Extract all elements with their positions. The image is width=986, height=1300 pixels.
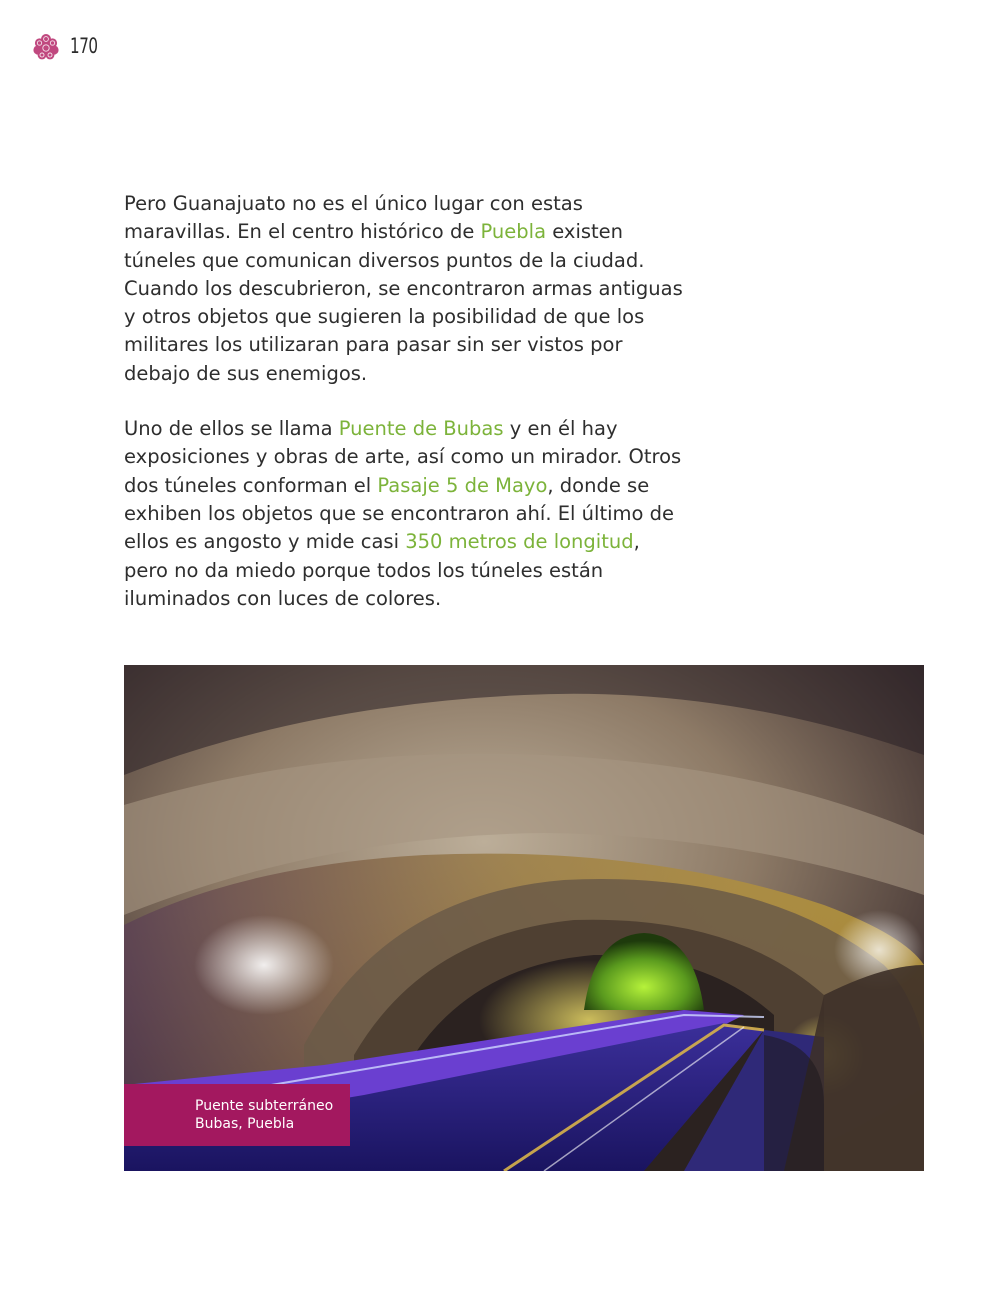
highlight-pasaje-5-de-mayo: Pasaje 5 de Mayo xyxy=(377,473,548,497)
highlight-puente-de-bubas: Puente de Bubas xyxy=(338,417,504,441)
paragraph-1-text-a: Pero Guanajuato no es el único lugar con estas maravillas. En el centro histórico de xyxy=(124,192,583,244)
flower-icon xyxy=(30,30,62,62)
highlight-350-metros: 350 metros de longitud xyxy=(405,530,634,554)
paragraph-1-text-b: existen túneles que comunican diversos puntos de la ciudad. Cuando los descubrieron, se encontraron armas antiguas y otros objetos que sugieren la posibilidad de que los militares los utilizaran para pasar sin ser vistos por debajo de sus enemigos. xyxy=(124,220,683,385)
paragraph-2-text-b: y en él hay exposiciones y obras de arte, así como un mirador. Otros dos túneles conforman el xyxy=(124,417,682,497)
paragraph-2-text-c: , donde se exhiben los objetos que se encontraron ahí. El último de ellos es angosto y mide casi xyxy=(124,473,675,554)
paragraph-2-text-d: , pero no da miedo porque todos los túneles están iluminados con luces de colores. xyxy=(124,530,640,610)
caption-line-2: Bubas, Puebla xyxy=(195,1116,295,1132)
page-number: 170 xyxy=(70,34,98,58)
caption-line-1: Puente subterráneo xyxy=(195,1098,334,1114)
paragraph-2 xyxy=(124,415,684,613)
paragraph-2-text-a: Uno de ellos se llama xyxy=(124,417,339,441)
body-text xyxy=(124,190,684,640)
page-marker xyxy=(30,30,105,62)
tunnel-photo xyxy=(124,665,924,1171)
paragraph-1 xyxy=(124,190,684,388)
photo-caption xyxy=(124,1084,350,1146)
highlight-puebla: Puebla xyxy=(480,220,547,244)
